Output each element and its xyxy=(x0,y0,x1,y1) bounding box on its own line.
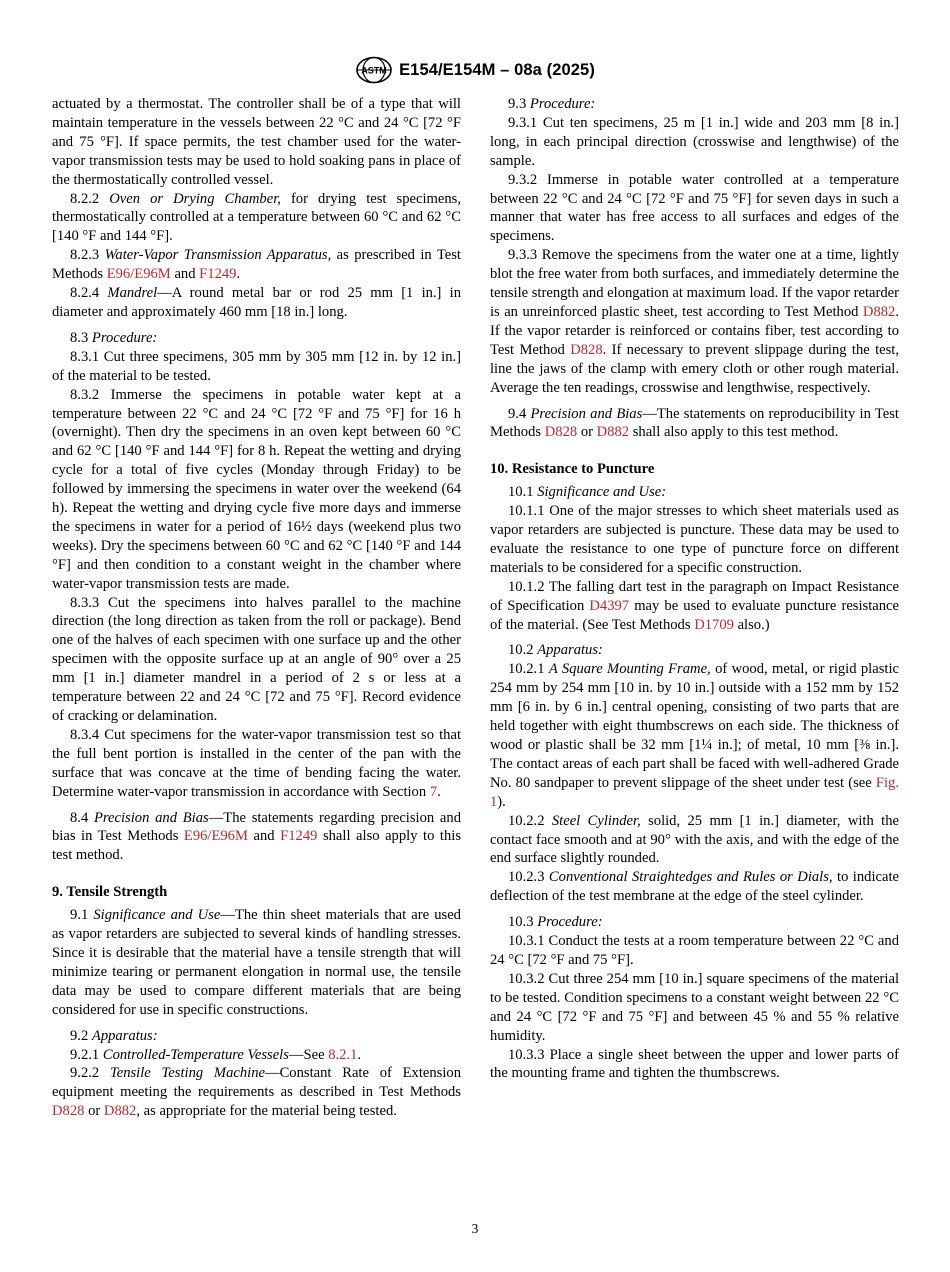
paragraph-10-3: 10.3 Procedure: xyxy=(508,914,603,931)
paragraph-10-3-2: 10.3.2 Cut three 254 mm [10 in.] square specimens of the material to be tested. Condition specimens to a constant weight between 22 °C and 24 °C [72 °F and 75 °F] and between 45 % and 55 % relative humidity. xyxy=(490,970,899,1044)
paragraph-10-2-1: 10.2.1 A Square Mounting Frame, of wood, metal, or rigid plastic 254 mm by 254 mm [10 in. by 10 in.] outside with a 152 mm by 152 mm [6 in. by 6 in.] central opening, consisting of two parts that are held together with eight thumbscrews on each side. The thickness of wood or plastic shall be 32 mm [1¼ in.]; of metal, 10 mm [⅜ in.]. The contact areas of each part shall be faced with well-adhered Grade No. 80 sandpaper to prevent slippage of the sheet under test (see Fig. 1). xyxy=(490,661,899,810)
paragraph-9-3-1: 9.3.1 Cut ten specimens, 25 m [1 in.] wide and 203 mm [8 in.] long, in each principal direction (crosswise and lengthwise) of the sample. xyxy=(490,114,899,169)
paragraph-8-2-4: 8.2.4 Mandrel—A round metal bar or rod 25 mm [1 in.] in diameter and approximately 460 mm [18 in.] long. xyxy=(52,285,461,320)
page-number: 3 xyxy=(471,1221,479,1236)
left-column xyxy=(52,95,461,1121)
paragraph-8-2-2: 8.2.2 Oven or Drying Chamber, for drying test specimens, thermostatically controlled at a temperature between 60 °C and 62 °C [140 °F and 144 °F]. xyxy=(52,190,461,245)
paragraph-8-2-3: 8.2.3 Water-Vapor Transmission Apparatus, as prescribed in Test Methods E96/E96M and F1249. xyxy=(52,247,461,283)
ref-link-f1249[interactable]: F1249 xyxy=(280,828,318,845)
document-designation: E154/E154M – 08a (2025) xyxy=(399,60,595,79)
paragraph-10-1-1: 10.1.1 One of the major stresses to which sheet materials used as vapor retarders are subjected is puncture. These data may be used to evaluate the resistance to one type of puncture force on different materials to be considered for a specific construction. xyxy=(490,503,899,576)
ref-link-e96[interactable]: E96/E96M xyxy=(183,828,248,845)
page-header xyxy=(0,55,950,85)
right-column xyxy=(490,95,899,1083)
ref-link-d4397[interactable]: D4397 xyxy=(589,597,630,614)
ref-link-d828[interactable]: D828 xyxy=(544,424,578,441)
section-heading-9: 9. Tensile Strength xyxy=(52,884,168,901)
astm-logo-icon xyxy=(355,56,393,84)
ref-link-f1249[interactable]: F1249 xyxy=(199,266,237,283)
ref-link-8-2-1[interactable]: 8.2.1 xyxy=(328,1046,358,1063)
paragraph-9-3: 9.3 Procedure: xyxy=(508,96,596,112)
paragraph-8-3-4: 8.3.4 Cut specimens for the water-vapor transmission test so that the full bent portion is installed in the center of the pan with the surface that was concave at the time of bending facing the water. Determine water-vapor transmission in accordance with Section 7. xyxy=(52,726,461,800)
paragraph-8-3: 8.3 Procedure: xyxy=(70,329,158,346)
ref-link-e96[interactable]: E96/E96M xyxy=(106,266,171,283)
ref-link-section-7[interactable]: 7 xyxy=(429,783,438,800)
paragraph-10-2: 10.2 Apparatus: xyxy=(508,642,603,659)
ref-link-d828[interactable]: D828 xyxy=(570,341,603,358)
section-heading-10: 10. Resistance to Puncture xyxy=(490,461,655,478)
paragraph-9-4: 9.4 Precision and Bias—The statements on reproducibility in Test Methods D828 or D882 shall also apply to this test method. xyxy=(490,405,899,441)
ref-link-d882[interactable]: D882 xyxy=(596,424,630,441)
paragraph-8-3-1: 8.3.1 Cut three specimens, 305 mm by 305 mm [12 in. by 12 in.] of the material to be tested. xyxy=(52,348,461,384)
paragraph-10-1-2: 10.1.2 The falling dart test in the paragraph on Impact Resistance of Specification D4397 may be used to evaluate puncture resistance of the material. (See Test Methods D1709 also.) xyxy=(490,578,899,633)
paragraph-9-3-2: 9.3.2 Immerse in potable water controlled at a temperature between 22 °C and 24 °C [72 °F and 75 °F] for seven days in such a manner that water has free access to all surfaces and edges of the specimens. xyxy=(490,171,899,245)
paragraph-10-3-1: 10.3.1 Conduct the tests at a room temperature between 22 °C and 24 °C [72 °F and 75 °F]. xyxy=(490,933,899,968)
paragraph-9-2-1: 9.2.1 Controlled-Temperature Vessels—See 8.2.1. xyxy=(70,1046,362,1063)
paragraph-9-3-3: 9.3.3 Remove the specimens from the water one at a time, lightly blot the free water from both surfaces, and immediately determine the tensile strength and elongation at maximum load. If the vapor retarder is an unreinforced plastic sheet, test according to Test Method D882. If the vapor retarder is reinforced or contains fiber, test according to Test Method D828. If necessary to prevent slippage during the test, line the jaws of the clamp with emery cloth or other rough material. Average the ten readings, crosswise and lengthwise, respectively. xyxy=(490,247,899,396)
ref-link-d882[interactable]: D882 xyxy=(862,303,896,320)
paragraph-10-2-3: 10.2.3 Conventional Straightedges and Rules or Dials, to indicate deflection of the test membrane at the edge of the steel cylinder. xyxy=(490,869,899,905)
paragraph-8-3-3: 8.3.3 Cut the specimens into halves parallel to the machine direction (the long direction as taken from the roll or package). Bend one of the halves of each specimen with one surface up and the other specimen with the opposite surface up at an angle of 90° over a 25 mm [1 in.] diameter mandrel in a period of 2 s or less at a temperature between 22 and 24 °C [72 and 75 °F]. Record evidence of cracking or delamination. xyxy=(52,594,461,724)
paragraph-8-3-2: 8.3.2 Immerse the specimens in potable water kept at a temperature between 22 °C and 24 °C [72 °F and 75 °F] for 16 h (overnight). Then dry the specimens in an oven kept between 60 °C and 62 °C [140 °F and 144 °F] for 8 h. Repeat the wetting and drying cycle for a total of five cycles (Monday through Friday) to be followed by immersing the specimens in water over the weekend (64 h). Repeat the wetting and drying cycle five more days and immerse the specimens in water for a period of 16½ days (weekend plus two weeks). Dry the specimens between 60 °C and 62 °C [140 °F and 144 °F] and then condition to a constant weight in the chamber where water-vapor transmission tests are made. xyxy=(52,386,461,592)
paragraph-9-1: 9.1 Significance and Use—The thin sheet materials that are used as vapor retarders are subjected to several kinds of handling stresses. Since it is desirable that the material have a tensile strength that will minimize tearing or permanent elongation in normal use, the tensile data may be used to compare different materials that are being considered for use in specific constructions. xyxy=(52,907,461,1018)
ref-link-d828[interactable]: D828 xyxy=(52,1103,85,1120)
paragraph-10-1: 10.1 Significance and Use: xyxy=(508,484,667,501)
logo-text: ASTM xyxy=(361,65,387,76)
paragraph-9-2: 9.2 Apparatus: xyxy=(70,1027,158,1044)
ref-link-d882[interactable]: D882 xyxy=(103,1103,137,1120)
paragraph-10-2-2: 10.2.2 Steel Cylinder, solid, 25 mm [1 in.] diameter, with the contact face smooth and at 90° with the axis, and with the edge of the end surface slightly rounded. xyxy=(490,812,899,867)
paragraph-10-3-3: 10.3.3 Place a single sheet between the upper and lower parts of the mounting frame and tighten the thumbscrews. xyxy=(490,1046,899,1082)
paragraph-8-2-1-continued: actuated by a thermostat. The controller shall be of a type that will maintain temperature in the vessels between 22 °C and 24 °C [72 °F and 75 °F]. If space permits, the test chamber used for the water-vapor transmission tests may be used to hold soaking pans in place of the thermostatically controlled vessel. xyxy=(52,96,461,188)
paragraph-8-4: 8.4 Precision and Bias—The statements regarding precision and bias in Test Methods E96/E96M and F1249 shall also apply to this test method. xyxy=(52,809,461,864)
ref-link-d1709[interactable]: D1709 xyxy=(694,616,734,633)
paragraph-9-2-2: 9.2.2 Tensile Testing Machine—Constant Rate of Extension equipment meeting the requirements as described in Test Methods D828 or D882, as appropriate for the material being tested. xyxy=(52,1065,462,1120)
ref-link-fig-1[interactable]: Fig. 1 xyxy=(490,774,899,810)
